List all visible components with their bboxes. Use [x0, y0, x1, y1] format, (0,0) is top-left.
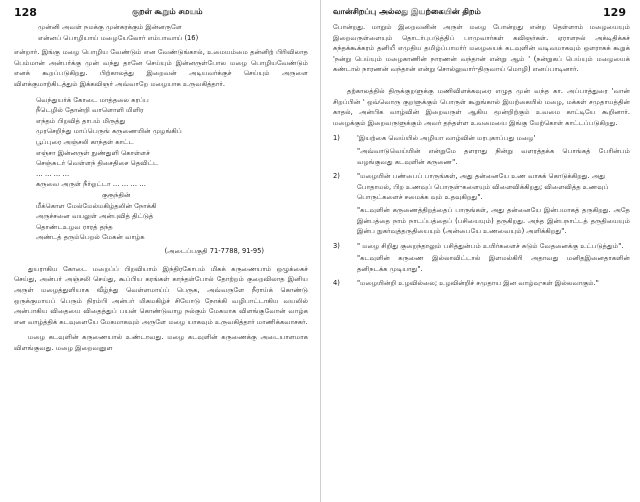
- verse-line: முன்னி அவள் நமக்கு முன்சுரக்கும் இன்னருளே: [38, 23, 182, 31]
- left-page-number: 128: [14, 6, 37, 19]
- numbered-item: [333, 171, 630, 203]
- item-number: 4): [333, 279, 340, 288]
- item-number: 1): [333, 134, 340, 143]
- right-page: [320, 0, 640, 502]
- left-page-header: [14, 6, 308, 22]
- verse-line: முரசெறிந்து மாப்பெருங் கருணையின் முழங்கிப்: [36, 127, 182, 136]
- right-running-head: வான்சிறப்பு அல்லது இயற்கையின் திறம்: [333, 7, 481, 16]
- verse-line: வெந்துயர்க் கோடை மாத்தலை கரப்ப: [36, 95, 149, 104]
- left-running-head: குறள் கூறும் சமயம்: [132, 7, 203, 16]
- item-quote: "அவ்வாடுவெய்யின் என்றுமே தளராது நின்று வளரத்தக்க பொங்கத் பேரின்பம் வழங்குவது கடவுளின் கருணை".: [357, 146, 630, 166]
- verse-line-centered: குரூந்தின்: [102, 190, 131, 199]
- verse-line: எஞ்சா இன்னருள் நுண்துளி கொள்ளச்: [36, 148, 150, 157]
- right-paragraph-2: தற்காலத்தில் திருக்குறளுக்கு மணிவிளக்கவுரை எழுத முன் வந்த கா. அப்பாத்துரை 'வான் சிறப்பின் ' ஒவ்வொரு குறளுக்கும் பொருள் கூறுங்கால் இயற்கையில் மழை, மக்கள் சமுதாயத்தின் காதல், அன்பிக வாழ்வின் இறைவருள் ஆகிய மூன்றிற்கும் உவமை காட்டியே கூறினார். மழைக்கும் இறைவருளுக்கும் அவர் தந்தள்ள உவமையை இங்கு மேற்கொள் காட்டப்படுகிறது.: [333, 86, 630, 127]
- verse-line: எந்தம் பிறவித் தாபம் மிருத்து: [36, 116, 126, 125]
- item-quote: "கடவுளின் கருணைத்திறத்தைப் பாருங்கள், அது தன்னையே இன்பமாகத் தருகிறது. அதே இன்பத்தை நாம் நாடப்பத்தைப் (பசியையும்) தருகிறது. அந்த இன்பநாட்டத் தருதியையும் இன்ப நுகர்வுத்தருதியையும் (அன்பையே உணவையும்) அளிக்கிறது".: [357, 205, 630, 236]
- right-paragraph-1: போன்றது. மாறும் இறைவனின் அருள் மழை போன்றது என்ற தெள்ளாம் மழையையும் இறைவருள்ளையும் தொடர்புபடுத்திப் பாமுவார்கள் கவிஞர்கள். ஏராளநல் அக்டிதிக்கச் சுந்தக்கூக்கரம் தனியீ எமுதிய தமிழ்ப்பாமர்ர் மழையைக் கடவுளின் வடிவமாகவும் ஒளராகக் கூறுக் 'நன்று பெய்யும் மழைகாணின் நாரணன் வந்தான் என்று ஆம் ' (நன்றுகப் பெய்யும் மழையைக் கண்டால் நாரணன் வந்தான் என்று சொல்லுவார்-திருவாய் மொழி) எனப்பாடினார்.: [333, 23, 630, 74]
- left-paragraph-3: மழை கடவுளின் கருணையால் உண்டாவது. மழை கடவுளின் கருணைக்கு அடையாளமாக விளங்குவது. மழை இறைவனுள: [14, 333, 308, 353]
- verse-line: அருச்சனை வயலுள் அன்புவித் திட்டுத்: [36, 212, 154, 221]
- item-quote: "கடவுளின் கருணை இல்லாவிட்டால் இளமல்கிரி அதாவது மனிதஇனைதாகளின் தனிநடக்க முடியாது".: [357, 254, 630, 273]
- item-number: 3): [333, 241, 340, 250]
- left-paragraph-2: துயராகிய கோடை மறைப்ப் பிறவியாம் இந்திரகோபம் மிகக் கருணையாம் ஒழுக்கைச் செய்து, அன்பர் அஞ்சலி செய்து, கூப்பிய கரங்கள் காந்தள்போல் தோற்றம் குறைவிலாத இனிய அருள் மழைத்துளியாக வீழ்ந்து வெள்ளமாய்ப் பெருக, அவ்வருளே நீராய்க் கொண்டு ஒருக்குமாயப் பெரும் நிரம்பி அன்பர் மிகமகிழ்ச் சியோடு நோக்கி வழிபாட்டாகிய வயலில் அன்பாகிய விதையை விதைத்துப் பயன் கொண்டுவாழ நல்கும் மேகமாக விளங்குவோன் வாழ்க என வாழ்த்திக் கடவுளையே மேகமாகவும் அருளே மழை யாகவும் உருவகித்தார் மாணிக்கவாசகர்.: [14, 264, 308, 326]
- verse-line: … … … …: [36, 169, 70, 178]
- verse-line: மீக்கொள மேல்மேல்மகிழ்தலின் நோக்கி: [36, 201, 157, 210]
- verse-line: என்னப் பொழியாய் மழையேலோர் எம்பாவாய் (16): [38, 33, 199, 42]
- numbered-item: [333, 278, 630, 289]
- left-verse-1: [14, 22, 308, 43]
- right-page-header: [333, 6, 630, 22]
- verse-citation: (அடைப்பகுதி 71-7788, 91-95): [164, 246, 264, 255]
- numbered-item: [333, 241, 630, 252]
- item-text: " மழை சிறிது குறைந்தாலும் பசித்துன்பம் உயிர்களைச் சுடும் வேதனைக்கு உட்படுத்தும்".: [357, 241, 624, 250]
- item-text: "மழையின்றி உழவில்லை; உழவின்றிச் சமுதாய இன வாழ்வு-கள் இல்லவாகும்.": [357, 279, 599, 288]
- verse-line: அண்டத் தரும்பெறல் மேகன் வாழ்க: [36, 233, 145, 242]
- item-text: 'இயற்கை வெய்யில் அழியா வாழ்வின் மரபுகாப்பது மழை': [357, 134, 536, 143]
- item-text: "மழையின் பண்பைப் பாருங்கள், அது தன்னையே உண வாகக் கொடுக்கிறது. அது போதாமல், பிற உணவுப் பொருள்-களையும் விளைவிக்கிறது; விளைவித்த உணவுப் பொருட்களைச் சமைக்க வும் உதவுகிறது".: [357, 172, 609, 202]
- verse-line: செஞ்சுடர் வெள்ளந் திசைதிசை தெவிட்ட: [36, 159, 159, 168]
- left-verse-2: [14, 95, 308, 243]
- numbered-item: [333, 133, 630, 144]
- item-number: 2): [333, 172, 340, 181]
- verse-line: பூப்புரை அஞ்சலி காந்தள் காட்ட: [36, 137, 134, 146]
- verse-line: தொண்டஉழவ ராரத் தந்த: [36, 222, 113, 231]
- right-page-number: 129: [603, 6, 626, 19]
- verse-line: நீடெழில் தோன்றி வாளொளி மிளிர: [36, 106, 144, 115]
- left-paragraph-1: என்றார். இங்கு மழை பொழிய வேண்டும் என வேண்டுங்கால், உமையம்மை தன்னிற் பிரிவிலாத பெம்மான் அன்பர்க்கு முன் வந்து தானே செய்யும் இன்னருள்போல மழை பொழியவேண்டும் எனக் கூறப்படுகிறது. பிற்காலத்து இறைவன் அடியவர்க்குச் செய்யும் அருளை விளக்குமாற்கிடத்தும் இக்கவிஞர் அவ்வாறே மழையாக உருவகித்தார்.: [14, 48, 308, 88]
- verse-line: கருவை அருள் நீர்ஓட்டா … … … …: [36, 180, 146, 189]
